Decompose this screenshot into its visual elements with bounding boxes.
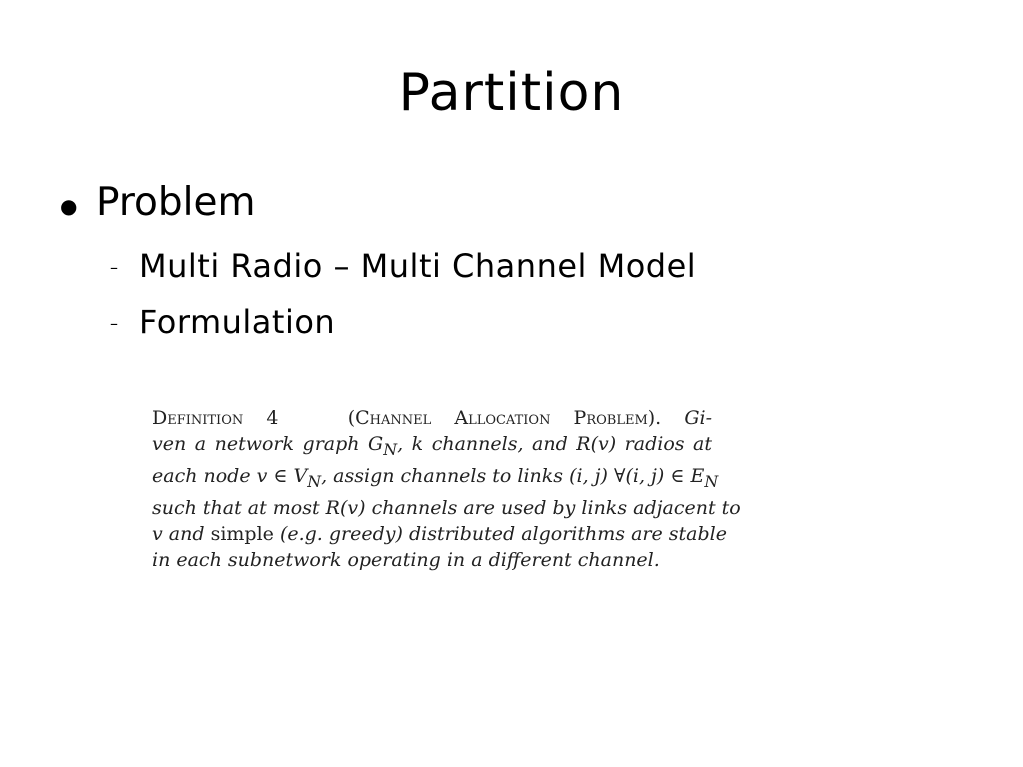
definition-heading: Definition 4 [152,407,279,429]
definition-line [152,405,712,431]
dash-icon: – [110,314,118,333]
definition-text: ven a network graph G [152,433,384,455]
definition-line [152,463,719,495]
definition-text: , k channels, and R(v) radios at [397,433,713,455]
definition-line [152,521,727,547]
subbullet-formulation-label: Formulation [139,303,336,341]
definition-excerpt [152,405,741,573]
subbullet-model [110,247,696,285]
definition-line: such that at most R(v) channels are used by links adjacent to [152,496,741,519]
definition-name: (Channel Allocation Problem). [347,407,662,429]
bullet-dot-icon: ● [60,194,78,218]
bullet-problem-label: Problem [96,180,256,225]
definition-text: Gi- [684,407,712,429]
definition-line: in each subnetwork operating in a different channel. [152,548,660,571]
definition-subscript: N [704,471,719,491]
definition-subscript: N [383,439,398,459]
definition-subscript: N [307,471,322,491]
definition-text: each node v ∈ V [152,464,308,487]
bullet-problem [60,180,255,227]
definition-text: v and [152,522,205,545]
definition-text: (e.g. greedy) distributed algorithms are stable [279,522,727,545]
dash-icon: – [110,258,118,277]
slide-title: Partition [398,63,625,123]
definition-line [152,431,712,463]
subbullet-model-label: Multi Radio – Multi Channel Model [139,247,697,285]
subbullet-formulation [110,303,335,341]
definition-text: simple [210,522,274,545]
definition-text: , assign channels to links (i, j) ∀(i, j) ∈ E [321,464,705,487]
